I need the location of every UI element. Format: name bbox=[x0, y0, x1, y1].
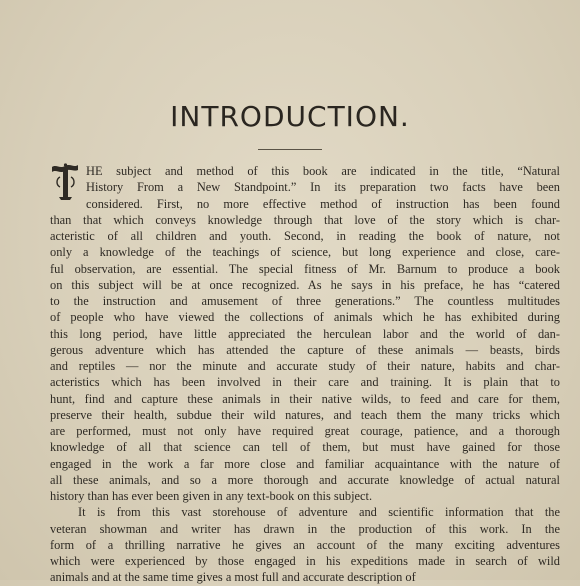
text-line: knowledge of all that science can tell of them, but must have gained for those bbox=[50, 440, 560, 455]
text-line: acteristic of all children and youth. Second, in reading the book of nature, not bbox=[50, 229, 560, 243]
text-line: than that which conveys knowledge through that love of the story which is char- bbox=[50, 212, 560, 227]
text-line: are performed, must not only have required great courage, patience, and a thorough bbox=[50, 424, 560, 438]
text-line: It is from this vast storehouse of adventure and scientific information that the bbox=[78, 505, 560, 520]
text-line: form of a thrilling narrative he gives an account of the many exciting adventures bbox=[50, 537, 560, 552]
text-line: veteran showman and writer has drawn in the production of this work. In the bbox=[50, 521, 560, 536]
text-line: this long period, have little appreciated the herculean labor and the world of dan- bbox=[50, 326, 560, 341]
paragraph-lines bbox=[50, 163, 560, 586]
introduction-text bbox=[50, 163, 560, 586]
text-line: considered. First, no more effective method of instruction has been found bbox=[86, 196, 560, 211]
text-line: History From a New Standpoint.” In its preparation two facts have been bbox=[86, 180, 560, 195]
text-line: of people who have viewed the collections of animals which he has exhibited during bbox=[50, 310, 560, 325]
text-line: HE subject and method of this book are indicated in the title, “Natural bbox=[86, 164, 560, 178]
text-line: all these animals, and so a more thorough and accurate knowledge of actual natural bbox=[50, 472, 560, 487]
text-line: which were experienced by those engaged in his expeditions made in search of wild bbox=[50, 554, 560, 568]
title-rule bbox=[258, 149, 322, 150]
text-line: hunt, find and capture these animals in their native wilds, to feed and care for them, bbox=[50, 391, 560, 406]
ornamental-dropcap-t bbox=[50, 163, 80, 201]
text-line: and reptiles — nor the minute and accurate study of their nature, habits and char- bbox=[50, 359, 560, 373]
text-line: to the instruction and amusement of three generations.” The countless multitudes bbox=[50, 294, 560, 308]
text-line: only a knowledge of the teachings of science, but long experience and close, care- bbox=[50, 245, 560, 260]
text-line: gerous adventure which has attended the capture of these animals — beasts, birds bbox=[50, 342, 560, 357]
text-line: animals and at the same time gives a most full and accurate description of bbox=[50, 570, 416, 585]
text-line: ful observation, are essential. The special fitness of Mr. Barnum to produce a book bbox=[50, 261, 560, 276]
text-line: acteristics which has been involved in their care and training. It is plain that to bbox=[50, 375, 560, 390]
text-line: on this subject will be at once recognized. As he says in his preface, he has “catered bbox=[50, 277, 560, 292]
text-line: history than has ever been given in any text-book on this subject. bbox=[50, 489, 373, 503]
page-title: INTRODUCTION. bbox=[170, 100, 410, 133]
text-line: engaged in the work a far more close and familiar acquaintance with the nature of bbox=[50, 456, 560, 471]
text-line: preserve their health, subdue their wild natures, and teach them the many tricks which bbox=[50, 407, 560, 422]
